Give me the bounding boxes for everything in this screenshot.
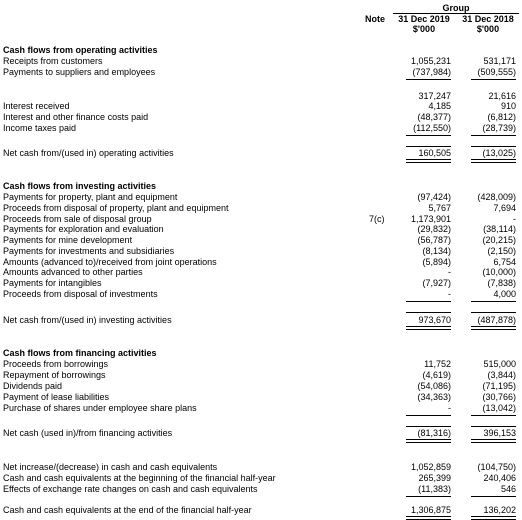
row-label: Dividends paid (3, 381, 63, 391)
row-value-2019: (5,894) (422, 257, 451, 267)
total-label: Net cash from/(used in) investing activities (3, 315, 172, 325)
subtotal-rule (406, 301, 451, 302)
col1-date-header: 31 Dec 2019 (398, 14, 450, 24)
total-value-2019: 160,505 (418, 148, 451, 158)
total-top-rule (471, 146, 516, 147)
operating-heading-row (0, 45, 522, 55)
row-value-2019: (8,134) (422, 246, 451, 256)
table-row (0, 224, 522, 234)
total-value-2018: (487,878) (477, 315, 516, 325)
table-row (0, 462, 522, 472)
row-value-2019: (56,787) (417, 235, 451, 245)
row-label: Repayment of borrowings (3, 370, 106, 380)
row-value-2019: (11,383) (418, 484, 451, 494)
row-value-2018: (20,215) (482, 235, 516, 245)
row-label: Interest and other finance costs paid (3, 112, 149, 122)
table-row (0, 192, 522, 202)
row-value-2019: 5,767 (428, 203, 451, 213)
row-value-2019: 4,185 (428, 101, 451, 111)
total-double-rule (471, 439, 516, 443)
total-label: Net cash (used in)/from financing activities (3, 428, 173, 438)
total-top-rule (471, 312, 516, 313)
row-value-2018: (71,195) (482, 381, 516, 391)
row-value-2019: (29,832) (417, 224, 451, 234)
row-value-2018: 531,171 (483, 56, 516, 66)
total-row (0, 315, 522, 325)
total-double-rule (406, 516, 451, 520)
row-label: Payments for intangibles (3, 278, 102, 288)
total-value-2019: 1,306,875 (410, 505, 451, 515)
row-value-2018: 515,000 (483, 359, 516, 369)
row-label: Effects of exchange rate changes on cash and cash equivalents (3, 484, 258, 494)
subtotal-rule (406, 415, 451, 416)
row-note: 7(c) (369, 214, 385, 224)
table-row (0, 278, 522, 288)
row-value-2018: (13,042) (482, 403, 516, 413)
row-value-2018: 21,616 (488, 91, 516, 101)
table-row (0, 203, 522, 213)
row-value-2019: - (448, 403, 451, 413)
row-value-2019: (112,550) (413, 123, 451, 133)
total-top-rule (406, 312, 451, 313)
subtotal-rule (406, 135, 451, 136)
row-value-2018: (2,150) (487, 246, 516, 256)
table-row (0, 359, 522, 369)
row-label: Net increase/(decrease) in cash and cash equivalents (3, 462, 218, 472)
row-label: Amounts advanced to other parties (3, 267, 143, 277)
row-value-2018: 7,694 (493, 203, 516, 213)
table-row (0, 403, 522, 413)
col1-unit-header: $'000 (412, 24, 436, 34)
total-top-rule (471, 426, 516, 427)
table-row (0, 370, 522, 380)
total-top-rule (471, 496, 516, 497)
row-value-2019: 1,052,859 (410, 462, 451, 472)
total-top-rule (406, 496, 451, 497)
investing-heading-row (0, 181, 522, 191)
total-double-rule (471, 159, 516, 163)
row-value-2019: (48,377) (417, 112, 451, 122)
row-value-2019: (7,927) (422, 278, 451, 288)
financing-heading: Cash flows from financing activities (3, 348, 157, 358)
row-value-2018: (30,766) (482, 392, 516, 402)
row-value-2018: (28,739) (482, 123, 516, 133)
table-row (0, 214, 522, 224)
row-value-2019: 1,173,901 (410, 214, 451, 224)
row-value-2018: 6,754 (493, 257, 516, 267)
table-row (0, 267, 522, 277)
row-value-2018: (428,009) (477, 192, 516, 202)
col2-date-header: 31 Dec 2018 (462, 14, 514, 24)
row-label: Amounts (advanced to)/received from joint operations (3, 257, 217, 267)
row-label: Payments for property, plant and equipment (3, 192, 178, 202)
total-double-rule (406, 159, 451, 163)
subtotal-rule (471, 135, 516, 136)
operating-heading: Cash flows from operating activities (3, 45, 158, 55)
table-row (0, 246, 522, 256)
row-label: Proceeds from disposal of investments (3, 289, 158, 299)
total-row (0, 148, 522, 158)
row-label: Proceeds from disposal of property, plant and equipment (3, 203, 229, 213)
col2-unit-header: $'000 (476, 24, 500, 34)
total-value-2019: (81,316) (417, 428, 451, 438)
row-label: Cash and cash equivalents at the beginning of the financial half-year (3, 473, 276, 483)
row-value-2018: 240,406 (483, 473, 516, 483)
row-value-2019: (34,363) (417, 392, 451, 402)
table-row (0, 101, 522, 111)
row-value-2019: 11,752 (424, 359, 451, 369)
total-label: Cash and cash equivalents at the end of the financial half-year (3, 505, 252, 515)
table-row (0, 392, 522, 402)
group-header: Group (442, 3, 470, 13)
total-top-rule (406, 146, 451, 147)
financing-heading-row (0, 348, 522, 358)
row-value-2019: (737,984) (412, 67, 451, 77)
row-label: Payment of lease liabilities (3, 392, 110, 402)
total-double-rule (471, 326, 516, 330)
total-double-rule (406, 326, 451, 330)
row-value-2019: (54,086) (417, 381, 451, 391)
row-value-2018: (38,114) (483, 224, 516, 234)
row-value-2018: 910 (500, 101, 516, 111)
total-row (0, 505, 522, 515)
row-value-2019: 265,399 (418, 473, 451, 483)
row-value-2018: (10,000) (482, 267, 516, 277)
total-value-2018: 136,202 (483, 505, 516, 515)
subtotal-rule (471, 415, 516, 416)
row-value-2018: - (513, 214, 516, 224)
table-row (0, 289, 522, 299)
total-row (0, 428, 522, 438)
row-value-2018: (6,812) (487, 112, 516, 122)
table-row (0, 112, 522, 122)
table-row (0, 91, 522, 101)
table-row (0, 484, 522, 494)
total-double-rule (471, 516, 516, 520)
row-value-2019: 317,247 (418, 91, 451, 101)
row-value-2019: (4,619) (422, 370, 451, 380)
row-value-2019: (97,424) (417, 192, 451, 202)
subtotal-rule (471, 301, 516, 302)
total-value-2018: 396,153 (483, 428, 516, 438)
row-value-2018: 4,000 (493, 289, 516, 299)
row-value-2018: (3,844) (487, 370, 516, 380)
row-value-2018: (509,555) (477, 67, 516, 77)
table-row (0, 123, 522, 133)
total-value-2018: (13,025) (482, 148, 516, 158)
row-value-2018: (104,750) (477, 462, 516, 472)
row-label: Payments for mine development (3, 235, 133, 245)
row-label: Payments for investments and subsidiaries (3, 246, 175, 256)
row-label: Payments for exploration and evaluation (3, 224, 164, 234)
row-label: Payments to suppliers and employees (3, 67, 156, 77)
row-label: Purchase of shares under employee share plans (3, 403, 197, 413)
total-label: Net cash from/(used in) operating activities (3, 148, 174, 158)
note-header: Note (365, 14, 385, 24)
row-value-2019: - (448, 267, 451, 277)
row-value-2019: - (448, 289, 451, 299)
table-row (0, 381, 522, 391)
table-row (0, 473, 522, 483)
row-label: Proceeds from borrowings (3, 359, 109, 369)
table-row (0, 257, 522, 267)
total-double-rule (406, 439, 451, 443)
row-label: Interest received (3, 101, 70, 111)
total-top-rule (406, 426, 451, 427)
subtotal-rule (406, 79, 451, 80)
row-value-2018: 546 (500, 484, 516, 494)
row-value-2019: 1,055,231 (410, 56, 451, 66)
total-value-2019: 973,670 (418, 315, 451, 325)
investing-heading: Cash flows from investing activities (3, 181, 157, 191)
table-row (0, 67, 522, 77)
table-row (0, 56, 522, 66)
row-label: Income taxes paid (3, 123, 77, 133)
table-row (0, 235, 522, 245)
row-value-2018: (7,838) (487, 278, 516, 288)
subtotal-rule (471, 79, 516, 80)
row-label: Proceeds from sale of disposal group (3, 214, 152, 224)
row-label: Receipts from customers (3, 56, 103, 66)
